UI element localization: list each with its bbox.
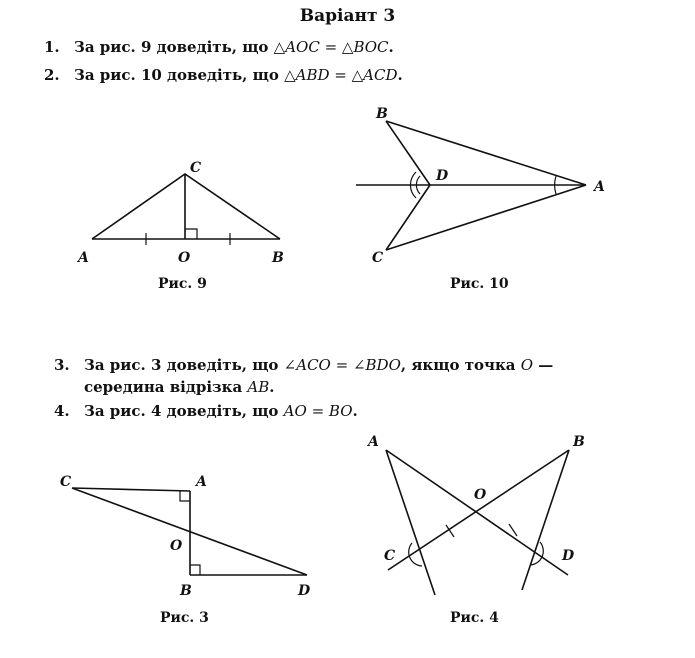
figure-3 <box>60 474 311 599</box>
line-a-down <box>386 450 435 595</box>
line-b-to-c <box>388 450 569 570</box>
label-d: D <box>436 168 449 184</box>
task-formula-2: O <box>520 356 534 374</box>
label-c: C <box>384 548 396 564</box>
label-o: O <box>170 538 183 554</box>
task-end: . <box>269 378 275 396</box>
right-angle-mark <box>185 229 197 239</box>
task-number: 2. <box>44 66 60 84</box>
label-o: O <box>178 250 191 266</box>
task-number: 1. <box>44 38 60 56</box>
task-text-3: — <box>533 356 554 374</box>
task-text: За рис. 4 доведіть, що <box>84 402 279 420</box>
label-b: B <box>272 250 284 266</box>
caption-fig-9: Рис. 9 <box>158 276 207 292</box>
label-o: O <box>474 487 487 503</box>
right-angle-mark-a <box>180 491 190 501</box>
label-b: B <box>573 434 585 450</box>
segment-ba <box>386 121 586 185</box>
label-b: B <box>376 106 388 122</box>
label-a: A <box>594 179 605 195</box>
segment-ca <box>386 185 586 250</box>
task-end: . <box>352 402 358 420</box>
task-formula: △ABD = △ACD <box>284 66 398 84</box>
task-text: За рис. 10 доведіть, що <box>74 66 279 84</box>
task-end: . <box>397 66 403 84</box>
figure-9 <box>76 160 284 266</box>
tick-mark-od <box>509 524 517 536</box>
task-text-line2: середина відрізка <box>84 378 243 396</box>
label-c: C <box>372 250 384 266</box>
task-text: За рис. 9 доведіть, що <box>74 38 269 56</box>
label-c: C <box>190 160 202 176</box>
label-a: A <box>196 474 207 490</box>
segment-ca <box>72 488 190 491</box>
task-text: За рис. 3 доведіть, що <box>84 356 279 374</box>
segment-cd <box>386 185 430 250</box>
label-c: C <box>60 474 72 490</box>
task-formula-line2: AB <box>247 378 270 396</box>
task-text-2: , якщо точка <box>400 356 516 374</box>
caption-fig-10: Рис. 10 <box>450 276 509 292</box>
label-d: D <box>298 583 311 599</box>
label-a: A <box>368 434 379 450</box>
task-formula: ∠ACO = ∠BDO <box>283 356 401 374</box>
label-b: B <box>180 583 192 599</box>
caption-fig-4: Рис. 4 <box>450 610 499 626</box>
variant-title: Варіант 3 <box>299 6 396 26</box>
task-formula: AO = BO <box>283 402 353 420</box>
segment-bd <box>386 121 430 185</box>
figure-10 <box>356 106 605 266</box>
label-d: D <box>562 548 575 564</box>
label-a: A <box>78 250 89 266</box>
right-angle-mark-b <box>190 565 200 575</box>
figure-4 <box>366 434 585 595</box>
caption-fig-3: Рис. 3 <box>160 610 209 626</box>
task-number: 4. <box>54 402 70 420</box>
task-end: . <box>388 38 394 56</box>
task-number: 3. <box>54 356 70 374</box>
task-formula: △AOC = △BOC <box>273 38 389 56</box>
line-b-down <box>522 450 569 590</box>
